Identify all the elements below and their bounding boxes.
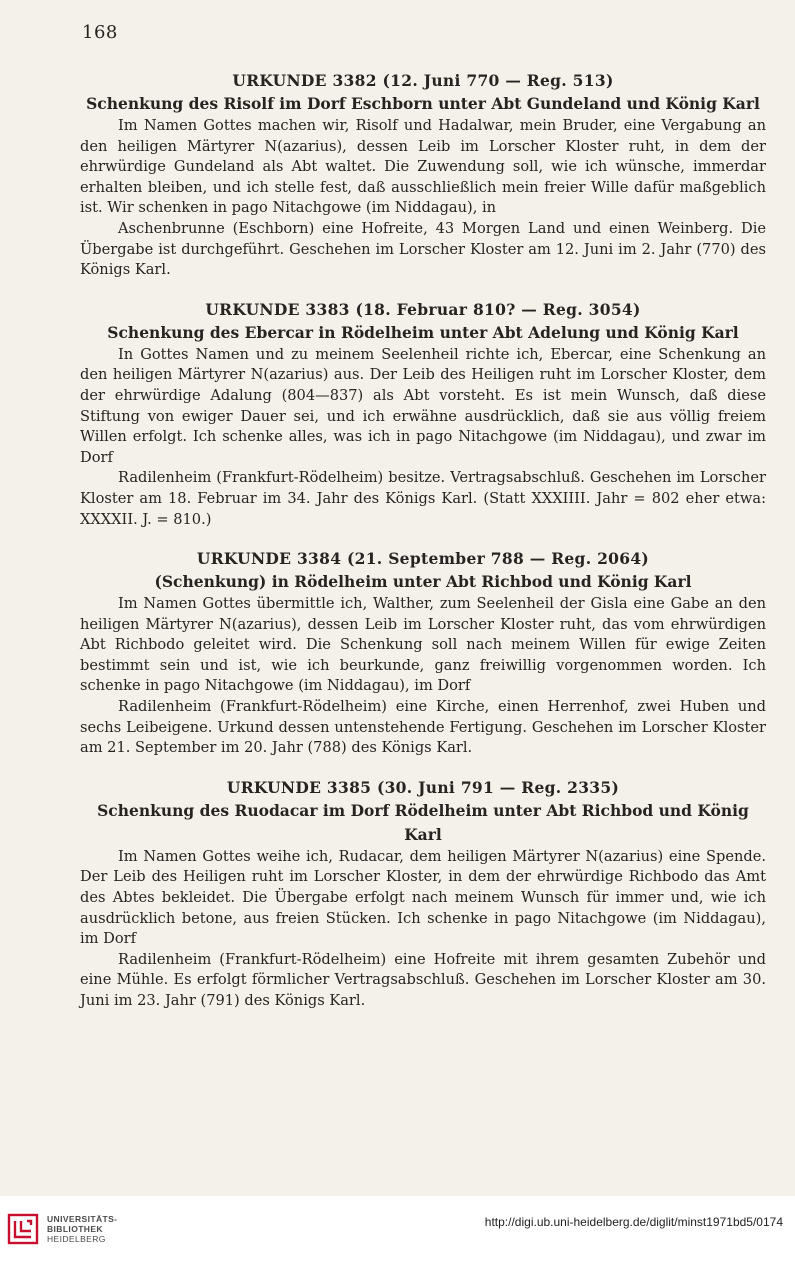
urkunde-title: Schenkung des Risolf im Dorf Eschborn unter Abt Gundeland und König Karl: [86, 94, 760, 113]
library-name-line: BIBLIOTHEK: [47, 1224, 103, 1234]
paragraph: Im Namen Gottes übermittle ich, Walther, zum Seelenheil der Gisla eine Gabe an den heiligen Märtyrer N(azarius), dessen Leib im Lorscher Kloster ruht, das vom ehrwürdigen Abt Richbodo geleitet wird. Die Schenkung soll nach meinem Willen für ewige Zeiten bestimmt sein und ist, wie ich beurkunde, ganz freiwillig vorgenommen worden. Ich schenke in pago Nitachgowe (im Niddagau), im Dorf: [80, 595, 766, 695]
library-name-line: UNIVERSITÄTS-: [47, 1214, 118, 1224]
urkunde-title: (Schenkung) in Rödelheim unter Abt Richbod und König Karl: [154, 572, 692, 592]
paragraph: Im Namen Gottes machen wir, Risolf und Hadalwar, mein Bruder, eine Vergabung an den heiligen Märtyrer N(azarius), dessen Leib im Lorscher Kloster ruht, in dem der ehrwürdige Gundeland als Abt waltet. Die Zuwendung soll, wie ich wünsche, immerdar erhalten bleiben, und ich stelle fest, daß ausschließlich mein freier Wille dafür maßgeblich ist. Wir schenken in pago Nitachgowe (im Niddagau), in: [80, 117, 766, 217]
urkunde-heading: URKUNDE 3382 (12. Juni 770 — Reg. 513): [232, 71, 614, 90]
paragraph: Im Namen Gottes weihe ich, Rudacar, dem heiligen Märtyrer N(azarius) eine Spende. Der Leib des Heiligen ruht im Lorscher Kloster, in dem der ehrwürdige Richbodo das Amt des Abtes bekleidet. Die Übergabe erfolgt nach meinem Wunsch für immer und, wie ich ausdrücklich betone, aus freien Stücken. Ich schenke in pago Nitachgowe (im Niddagau), im Dorf: [80, 847, 766, 948]
urkunde-heading: URKUNDE 3385 (30. Juni 791 — Reg. 2335): [226, 777, 620, 797]
library-logo-icon: [6, 1212, 40, 1246]
paragraph: Radilenheim (Frankfurt-Rödelheim) eine Kirche, einen Herrenhof, zwei Huben und sechs Leibeigene. Urkund dessen untenstehende Fertigung. Geschehen im Lorscher Kloster am 21. September im 20. Jahr (788) des Königs Karl.: [80, 698, 766, 757]
library-name: [47, 1214, 117, 1244]
urkunde-title: Schenkung des Ebercar in Rödelheim unter Abt Adelung und König Karl: [107, 322, 739, 342]
urkunde-heading: URKUNDE 3384 (21. September 788 — Reg. 2064): [196, 549, 650, 569]
source-url-link[interactable]: http://digi.ub.uni-heidelberg.de/diglit/minst1971bd5/0174: [484, 1215, 783, 1229]
urkunde-3385: [80, 777, 766, 1012]
urkunde-heading: URKUNDE 3383 (18. Februar 810? — Reg. 3054): [205, 299, 641, 319]
urkunde-3382: [80, 70, 766, 281]
library-name-line: HEIDELBERG: [47, 1234, 106, 1244]
urkunde-3384: [80, 548, 766, 759]
document-body: [80, 70, 766, 1018]
page-number: 168: [82, 22, 118, 43]
paragraph: Radilenheim (Frankfurt-Rödelheim) besitze. Vertragsabschluß. Geschehen im Lorscher Kloster am 18. Februar im 34. Jahr des Königs Karl. (Statt XXXIIII. Jahr = 802 eher etwa: XXXXII. J. = 810.): [80, 469, 766, 528]
paragraph: Radilenheim (Frankfurt-Rödelheim) eine Hofreite mit ihrem gesamten Zubehör und eine Mühle. Es erfolgt förmlicher Vertragsabschluß. Geschehen im Lorscher Kloster am 30. Juni im 23. Jahr (791) des Königs Karl.: [80, 950, 766, 1009]
urkunde-title: Schenkung des Ruodacar im Dorf Rödelheim unter Abt Richbod und König Karl: [97, 800, 749, 844]
paragraph: In Gottes Namen und zu meinem Seelenheil richte ich, Ebercar, eine Schenkung an den heiligen Märtyrer N(azarius) aus. Der Leib des Heiligen ruht im Lorscher Kloster, dem der ehrwürdige Adalung (804—837) als Abt vorsteht. Es ist mein Wunsch, daß diese Stiftung von ewiger Dauer sei, und ich erwähne ausdrücklich, daß sie aus völlig freiem Willen erfolgt. Ich schenke alles, was ich in pago Nitachgowe (im Niddagau), und zwar im Dorf: [80, 345, 766, 466]
paragraph: Aschenbrunne (Eschborn) eine Hofreite, 43 Morgen Land und einen Weinberg. Die Übergabe ist durchgeführt. Geschehen im Lorscher Kloster am 12. Juni im 2. Jahr (770) des Königs Karl.: [80, 219, 766, 279]
footer-bar: [0, 1196, 795, 1262]
urkunde-3383: [80, 299, 766, 530]
